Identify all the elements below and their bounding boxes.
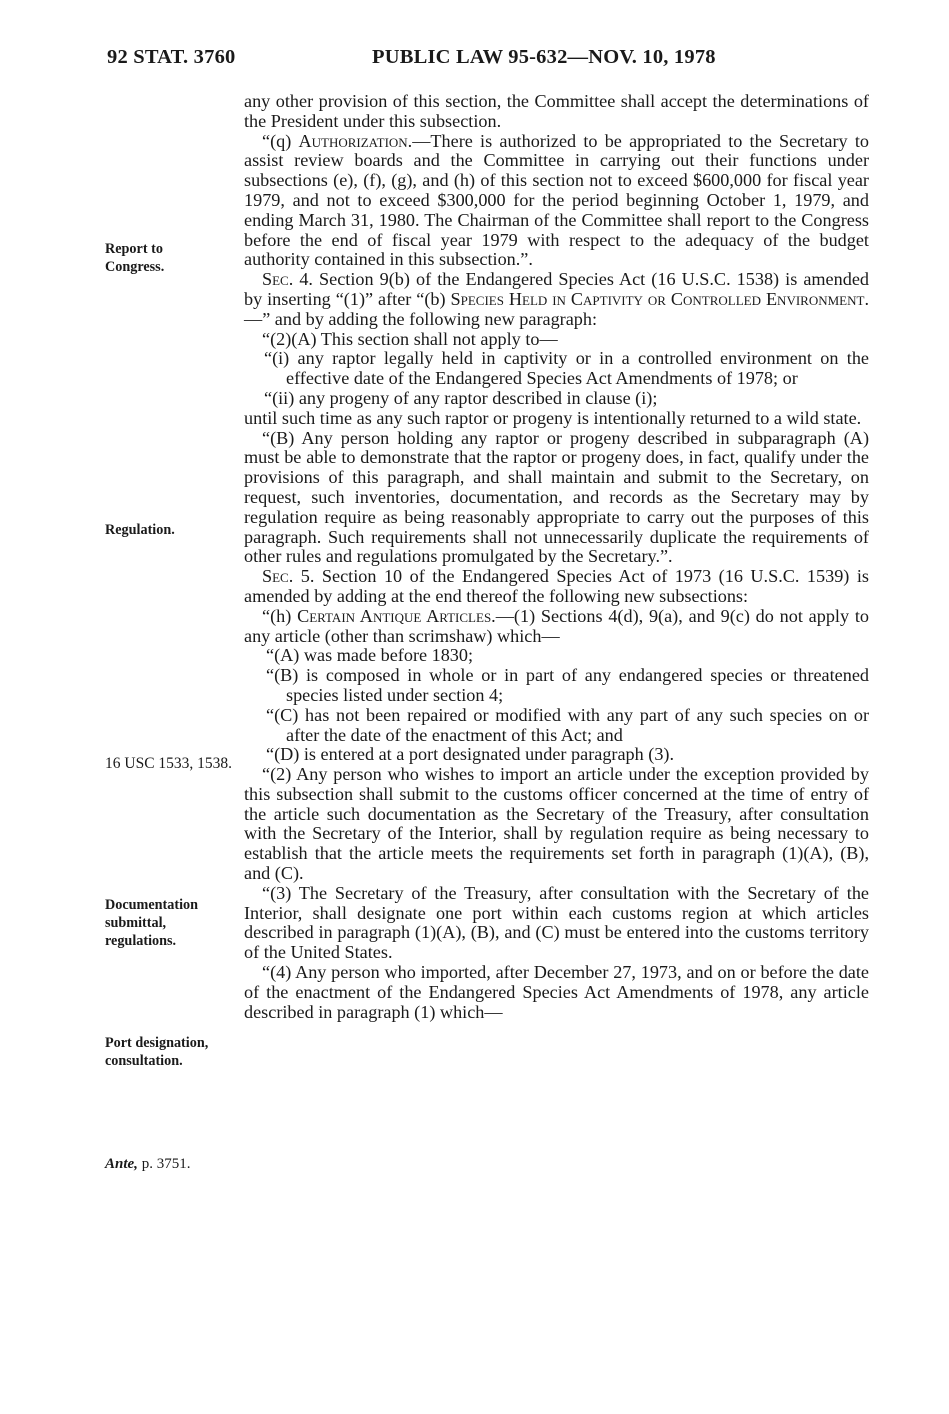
statute-page-number: 92 STAT. 3760 (107, 46, 236, 68)
paragraph-text: Section 9(b) of the Endangered Species Act (16 U.S.C. 1538) is amended by inserting “(1)” after “(b) (244, 269, 869, 309)
clause: “(A) was made before 1830; (266, 645, 474, 666)
margin-note-report: Report to Congress. (105, 241, 165, 275)
section-heading: Authorization. (298, 130, 413, 151)
margin-note-regulation: Regulation. (105, 522, 175, 538)
paragraph-authorization (244, 132, 869, 271)
margin-note-usc-citation: 16 USC 1533, 1538. (105, 755, 233, 772)
section-number: Sec. 5. (262, 566, 315, 587)
clause: “(ii) any progeny of any raptor described in clause (i); (264, 387, 658, 408)
page-header (0, 46, 949, 76)
paragraph-antique-articles (244, 607, 869, 647)
statute-text (244, 92, 869, 1022)
paragraph: “(3) The Secretary of the Treasury, after consultation with the Secretary of the Interior, shall designate one port within each customs region at which articles described in paragraph (1)(A), (B), and (C) must be entered into the customs territory of the United States. (244, 882, 869, 963)
clause: “(B) is composed in whole or in part of any endangered species or threatened species listed under section 4; (266, 665, 869, 705)
margin-note-documentation: Documentation submittal, regulations. (105, 897, 199, 949)
margin-note-port: Port designation, consultation. (105, 1035, 209, 1069)
clause: “(C) has not been repaired or modified with any part of any such species on or after the date of the enactment of this Act; and (266, 704, 869, 745)
paragraph-lead: “(q) (262, 130, 299, 151)
paragraph-text: —” and by adding the following new paragraph: (244, 308, 598, 329)
public-law-title: PUBLIC LAW 95-632—NOV. 10, 1978 (372, 46, 716, 68)
paragraph: “(2)(A) This section shall not apply to— (262, 328, 558, 349)
section-number: Sec. 4. (262, 269, 313, 290)
clause: “(D) is entered at a port designated under paragraph (3). (266, 744, 675, 765)
paragraph: “(4) Any person who imported, after December 27, 1973, and on or before the date of the enactment of the Endangered Species Act Amendments of 1978, any article described in paragraph (1) which— (244, 962, 869, 1022)
ante-page: p. 3751. (137, 1156, 191, 1172)
paragraph: any other provision of this section, the Committee shall accept the determinations of the President under this subsection. (244, 91, 869, 131)
paragraph-sec-4 (244, 270, 869, 329)
ante-label: Ante, (105, 1156, 138, 1172)
paragraph: “(B) Any person holding any raptor or progeny described in subparagraph (A) must be able to demonstrate that the raptor or progeny does, in fact, qualify under the provisions of this paragraph, and shall maintain and submit to the Secretary, on request, such inventories, documentation, and records as the Secretary may by regulation require as being reasonably appropriate to carry out the purposes of this paragraph. Such requirements shall not unnecessarily duplicate the requirements of other rules and regulations promulgated by the Secretary.”. (244, 427, 869, 567)
paragraph: until such time as any such raptor or progeny is intentionally returned to a wild state. (244, 407, 862, 428)
paragraph: “(2) Any person who wishes to import an article under the exception provided by this subsection shall submit to the customs officer concerned at the time of entry of the article such documentation as the Secretary of the Treasury, after consultation with the Secretary of the Interior, shall by regulation require as being necessary to establish that the article meets the requirements set forth in paragraph (1)(A), (B), and (C). (244, 764, 869, 884)
paragraph-text: —There is authorized to be appropriated to the Secretary to assist review boards and the Committee in carrying out their functions under subsections (e), (f), (g), and (h) of this section not to exceed $600,000 for fiscal year 1979, and not to exceed $300,000 for the period beginning October 1, 1979, and ending March 31, 1980. The Chairman of the Committee shall report to the Congress before the end of fiscal year 1979 with respect to the adequacy of the budget authority contained in this subsection.”. (244, 130, 870, 270)
paragraph-text: —(1) Sections 4(d), 9(a), and 9(c) do not apply to any article (other than scrimshaw) which— (244, 605, 869, 646)
clause: “(i) any raptor legally held in captivity or in a controlled environment on the effective date of the Endangered Species Act Amendments of 1978; or (264, 348, 869, 389)
section-heading: Species Held in Captivity or Controlled Environment. (450, 288, 869, 309)
section-heading: Certain Antique Articles. (297, 605, 496, 626)
margin-note-ante (105, 1155, 240, 1173)
paragraph-sec-5 (244, 567, 869, 607)
paragraph-lead: “(h) (262, 605, 298, 626)
paragraph-text: Section 10 of the Endangered Species Act of 1973 (16 U.S.C. 1539) is amended by adding at the end thereof the following new subsections: (244, 566, 869, 606)
